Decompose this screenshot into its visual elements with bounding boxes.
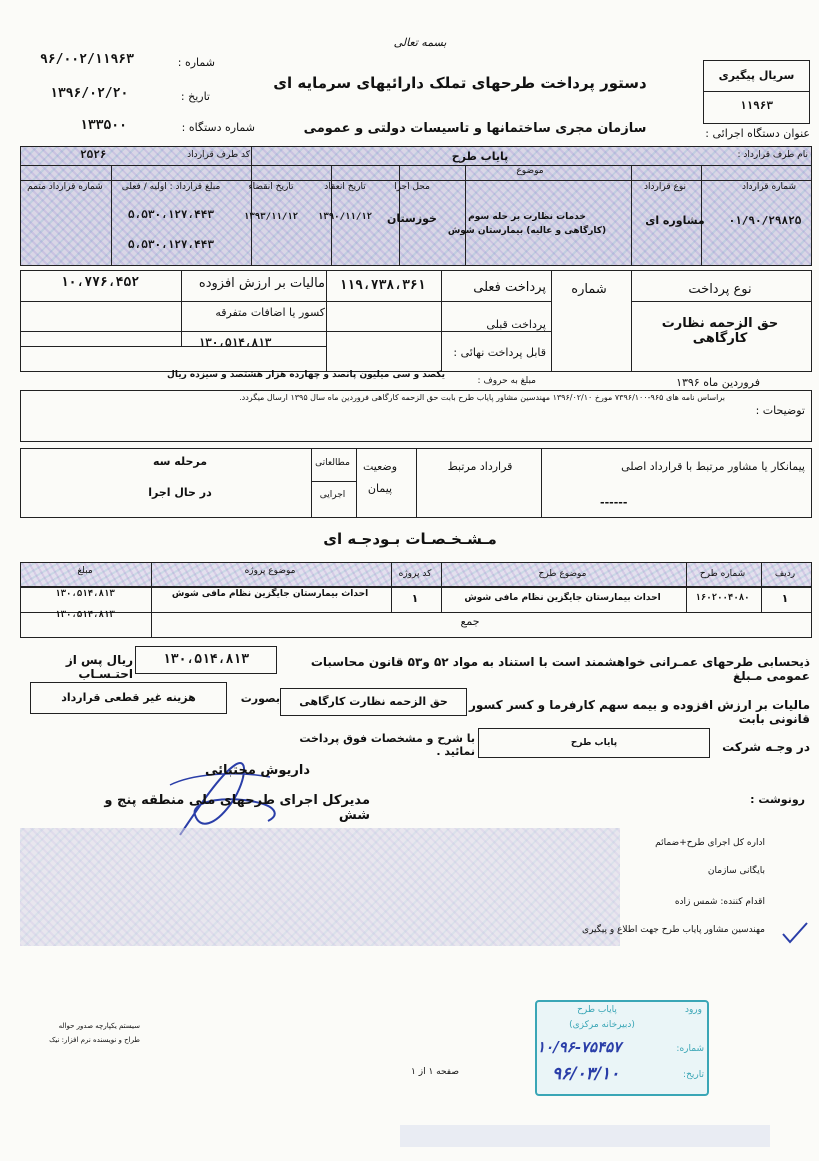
related-contractor-value: ------ bbox=[600, 496, 628, 509]
budget-title: مـشـخـصـات بـودجـه ای bbox=[323, 530, 497, 548]
stamp-entry-label: ورود bbox=[684, 1005, 702, 1015]
expiry-date-value: ۱۳۹۳/۱۱/۱۲ bbox=[243, 212, 299, 222]
subject-label: موضوع bbox=[516, 166, 544, 176]
row-project-topic: احداث بیمارستان جایگزین نظام مافی شوش bbox=[171, 589, 369, 599]
device-number-label: شماره دستگاه : bbox=[181, 121, 255, 134]
serial-box bbox=[703, 60, 810, 124]
conclusion-date-label: تاریخ انعقاد bbox=[324, 182, 366, 192]
payable-value: ۱۳۰،۵۱۴،۸۱۳ bbox=[198, 336, 272, 349]
location-value: خوزستان bbox=[387, 212, 437, 225]
order-line3-b: با شرح و مشخصات فوق پرداخت نمائید . bbox=[299, 732, 475, 758]
related-contractor-label: پیمانکار یا مشاور مرتبط با قرارداد اصلی bbox=[621, 460, 805, 473]
signatory-name: داریوش مجتبائی bbox=[204, 763, 310, 778]
related-contract-label: قرارداد مرتبط bbox=[447, 460, 513, 473]
cc-label: رونوشت : bbox=[750, 793, 805, 806]
order-line2-mid: بصورت bbox=[240, 692, 280, 705]
amount-words-label: مبلغ به حروف : bbox=[477, 376, 536, 386]
party-code-value: ۲۵۲۶ bbox=[80, 148, 107, 161]
footer-system-line1: سیستم یکپارچه صدور حواله bbox=[58, 1022, 140, 1030]
row-project-subject: احداث بیمارستان جایگزین نظام مافی شوش bbox=[464, 593, 661, 603]
col-project-subject: موضوع طرح bbox=[538, 569, 587, 579]
party-name-label: نام طرف قرارداد : bbox=[737, 150, 808, 160]
footer-system-line2: طراح و نویسنده نرم افزار: نیک bbox=[49, 1036, 140, 1044]
contract-status-label: وضعیت پیمان bbox=[362, 460, 398, 495]
notes-label: توضیحات : bbox=[755, 404, 805, 417]
stamp-title: پایاب طرح bbox=[577, 1005, 617, 1015]
row-number: ۱ bbox=[781, 592, 789, 605]
stage-value: مرحله سه bbox=[152, 455, 208, 468]
contract-number-label: شماره قرارداد bbox=[741, 182, 797, 192]
document-title: دستور پرداخت طرحهای تملک دارائیهای سرمایه ای bbox=[273, 74, 647, 92]
date-value: ۱۳۹۶/۰۲/۲۰ bbox=[50, 86, 129, 101]
order-line3-box: پایاب طرح bbox=[478, 728, 710, 758]
amount-label: مبلغ قرارداد : اولیه / فعلی bbox=[121, 182, 221, 192]
expiry-date-label: تاریخ انقضاء bbox=[248, 182, 294, 192]
cc-item: اداره کل اجرای طرح+ضمائم bbox=[655, 838, 765, 848]
deductions-label: کسور یا اضافات متفرقه bbox=[215, 306, 325, 319]
bottom-edge-band bbox=[400, 1125, 770, 1147]
study-label: مطالعاتی bbox=[315, 458, 350, 468]
checkmark-icon bbox=[780, 920, 810, 946]
amount-words-value: یکصد و سی میلیون پانصد و چهارده هزار هشتصد و سیزده ریال bbox=[167, 370, 445, 380]
order-line3-a: در وجـه شرکت bbox=[722, 740, 810, 754]
amount-initial-value: ۵،۵۳۰،۱۲۷،۴۴۳ bbox=[127, 208, 215, 221]
order-line2-box2: هزینه غیر قطعی قرارداد bbox=[30, 682, 227, 714]
col-project-topic: موضوع پروژه bbox=[244, 566, 296, 576]
date-label: تاریخ : bbox=[180, 90, 210, 103]
total-label: جمع bbox=[460, 615, 480, 628]
order-line1-a: ذیحسابی طرحهای عمـرانی خواهشمند است با استناد به مواد ۵۲ و۵۳ قانون محاسبات عمومی مـبلغ bbox=[310, 655, 810, 683]
total-value: ۱۳۰،۵۱۴،۸۱۳ bbox=[55, 610, 115, 620]
stamp-date-value: ۹۶/۰۳/۱۰ bbox=[552, 1064, 620, 1084]
row-project-number: ۱۶۰۲۰۰۴۰۸۰ bbox=[695, 593, 750, 603]
executive-label: اجرایی bbox=[319, 490, 346, 500]
payment-number-label: شماره bbox=[571, 282, 607, 297]
page-number: صفحه ۱ از ۱ bbox=[411, 1067, 459, 1077]
serial-label: سریال پیگیری bbox=[718, 69, 795, 82]
previous-payment-label: پرداخت قبلی bbox=[486, 318, 546, 331]
payable-label: قابل پرداخت نهائی : bbox=[453, 346, 546, 359]
project-name: پایاب طرح bbox=[451, 150, 509, 163]
order-line1-b: ریال پس از احتـسـاب bbox=[65, 653, 133, 681]
amount-current-value: ۵،۵۳۰،۱۲۷،۴۴۳ bbox=[127, 238, 215, 251]
number-label: شماره : bbox=[177, 56, 215, 69]
stamp-subtitle: (دبیرخانه مرکزی) bbox=[569, 1020, 635, 1030]
row-project-code: ۱ bbox=[411, 592, 419, 605]
receipt-stamp bbox=[535, 1000, 709, 1096]
stamp-number-label: شماره: bbox=[676, 1044, 704, 1054]
device-number-value: ۱۳۳۵۰۰ bbox=[80, 118, 127, 133]
payment-type-label: نوع پرداخت bbox=[688, 282, 752, 297]
executor-label: عنوان دستگاه اجرائی : bbox=[705, 127, 810, 140]
notes-text: براساس نامه های ۹۶۵-۷۳۹۶/۱۰۰ مورخ ۱۳۹۶/۰۲/۱۰ مهندسین مشاور پایاب طرح بابت حق الزحمه کارگاهی فروردین ماه سال ۱۳۹۵ ارسال میگردد. bbox=[239, 393, 725, 402]
number-value: ۹۶/۰۰۲/۱۱۹۶۳ bbox=[40, 52, 134, 67]
vat-label: مالیات بر ارزش افزوده bbox=[198, 276, 325, 291]
state-value: در حال اجرا bbox=[148, 486, 212, 499]
vat-value: ۱۰،۷۷۶،۴۵۲ bbox=[60, 275, 140, 290]
stamp-date-label: تاریخ: bbox=[683, 1070, 704, 1080]
col-project-code: کد پروژه bbox=[398, 569, 432, 579]
cc-item: بایگانی سازمان bbox=[707, 866, 765, 876]
payment-type-value: حق الزحمه نظارت کارگاهی bbox=[661, 316, 779, 346]
order-line2-box1: حق الزحمه نظارت کارگاهی bbox=[280, 688, 467, 716]
col-project-number: شماره طرح bbox=[699, 569, 746, 579]
row-amount: ۱۳۰،۵۱۴،۸۱۳ bbox=[55, 589, 115, 599]
basmala: بسمه تعالی bbox=[393, 36, 447, 49]
cc-item: اقدام کننده: شمس زاده bbox=[674, 897, 765, 907]
organization-name: سازمان مجری ساختمانها و تاسیسات دولتی و عمومی bbox=[303, 121, 647, 136]
contract-type-value: مشاوره ای bbox=[645, 214, 705, 227]
order-line2-a: مالیات بر ارزش افزوده و بیمه سهم کارفرما و کسر کسور قانونی بابت bbox=[469, 698, 810, 726]
subject-value: خدمات نظارت بر حله سوم (کارگاهی و عالیه) بیمارستان شوش bbox=[447, 212, 607, 236]
order-amount-box: ۱۳۰،۵۱۴،۸۱۳ bbox=[135, 646, 277, 674]
contract-type-label: نوع قرارداد bbox=[643, 182, 687, 192]
cc-item: مهندسین مشاور پایاب طرح جهت اطلاع و پیگیری bbox=[582, 925, 765, 935]
col-row: ردیف bbox=[774, 569, 796, 579]
current-payment-value: ۱۱۹،۷۳۸،۳۶۱ bbox=[339, 278, 426, 293]
col-amount: مبلغ bbox=[77, 566, 93, 576]
party-code-label: کد طرف قرارداد bbox=[187, 150, 250, 160]
conclusion-date-value: ۱۳۹۰/۱۱/۱۲ bbox=[317, 212, 373, 222]
supplement-number-label: شماره قرارداد متمم bbox=[27, 182, 103, 192]
signatory-position: مدیرکل اجرای طرحهای ملی منطقه پنج و شش bbox=[104, 793, 370, 823]
location-label: محل اجرا bbox=[394, 182, 430, 192]
contract-number-value: ۰۱/۹۰/۲۹۸۲۵ bbox=[728, 214, 802, 227]
serial-value: ۱۱۹۶۳ bbox=[739, 99, 774, 112]
current-payment-label: پرداخت فعلی bbox=[473, 280, 546, 295]
stamp-number-value: ۱۰/۹۶-۷۵۴۵۷ bbox=[537, 1038, 622, 1056]
payment-period: فروردین ماه ۱۳۹۶ bbox=[676, 376, 760, 389]
